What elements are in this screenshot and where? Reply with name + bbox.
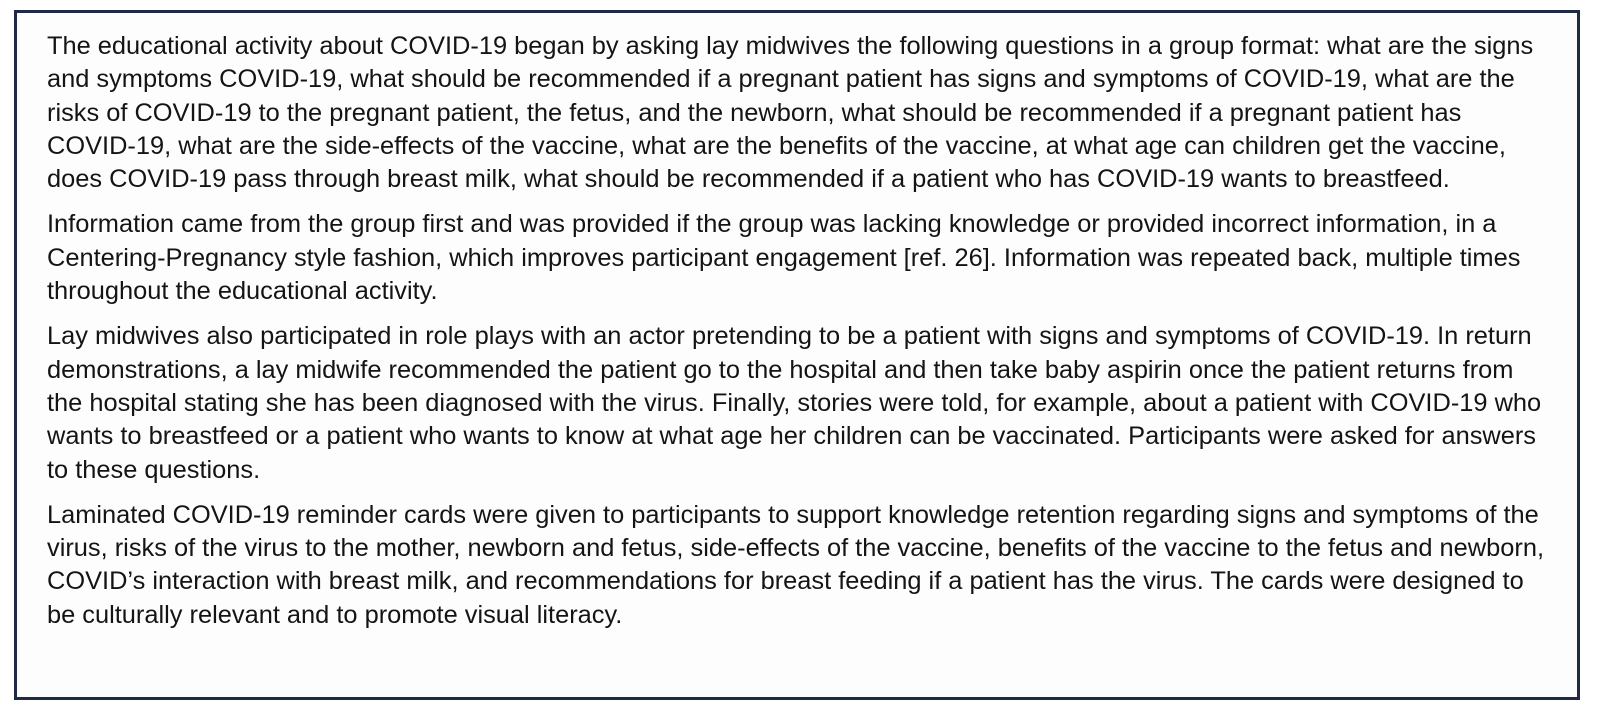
paragraph-information: Information came from the group first and was provided if the group was lacking knowledge or provided incorrect information, in a Centering-Pregnancy style fashion, which improves participant engagement [ref. 26]. Information was repeated back, multiple times throughout the educational activity. [47,210,1521,306]
paragraph-role-plays: Lay midwives also participated in role plays with an actor pretending to be a patient with signs and symptoms of COVID-19. In return demonstrations, a lay midwife recommended the patient go to the hospital and then take baby aspirin once the patient returns from the hospital stating she has been diagnosed with the virus. Finally, stories were told, for example, about a patient with COVID-19 who wants to breastfeed or a patient who wants to know at what age her children can be vaccinated. Participants were asked for answers to these questions. [47,322,1542,484]
text-box [14,10,1580,700]
paragraph-reminder-cards: Laminated COVID-19 reminder cards were given to participants to support knowledge retention regarding signs and symptoms of the virus, risks of the virus to the mother, newborn and fetus, side-effects of the vaccine, benefits of the vaccine to the fetus and newborn, COVID’s interaction with breast milk, and recommendations for breast feeding if a patient has the virus. The cards were designed to be culturally relevant and to promote visual literacy. [47,500,1544,629]
paragraph-questions: The educational activity about COVID-19 began by asking lay midwives the following questions in a group format: what are the signs and symptoms COVID-19, what should be recommended if a pregnant patient has signs and symptoms of COVID-19, what are the risks of COVID-19 to the pregnant patient, the fetus, and the newborn, what should be recommended if a pregnant patient has COVID-19, what are the side-effects of the vaccine, what are the benefits of the vaccine, at what age can children get the vaccine, does COVID-19 pass through breast milk, what should be recommended if a patient who has COVID-19 wants to breastfeed. [47,32,1534,194]
